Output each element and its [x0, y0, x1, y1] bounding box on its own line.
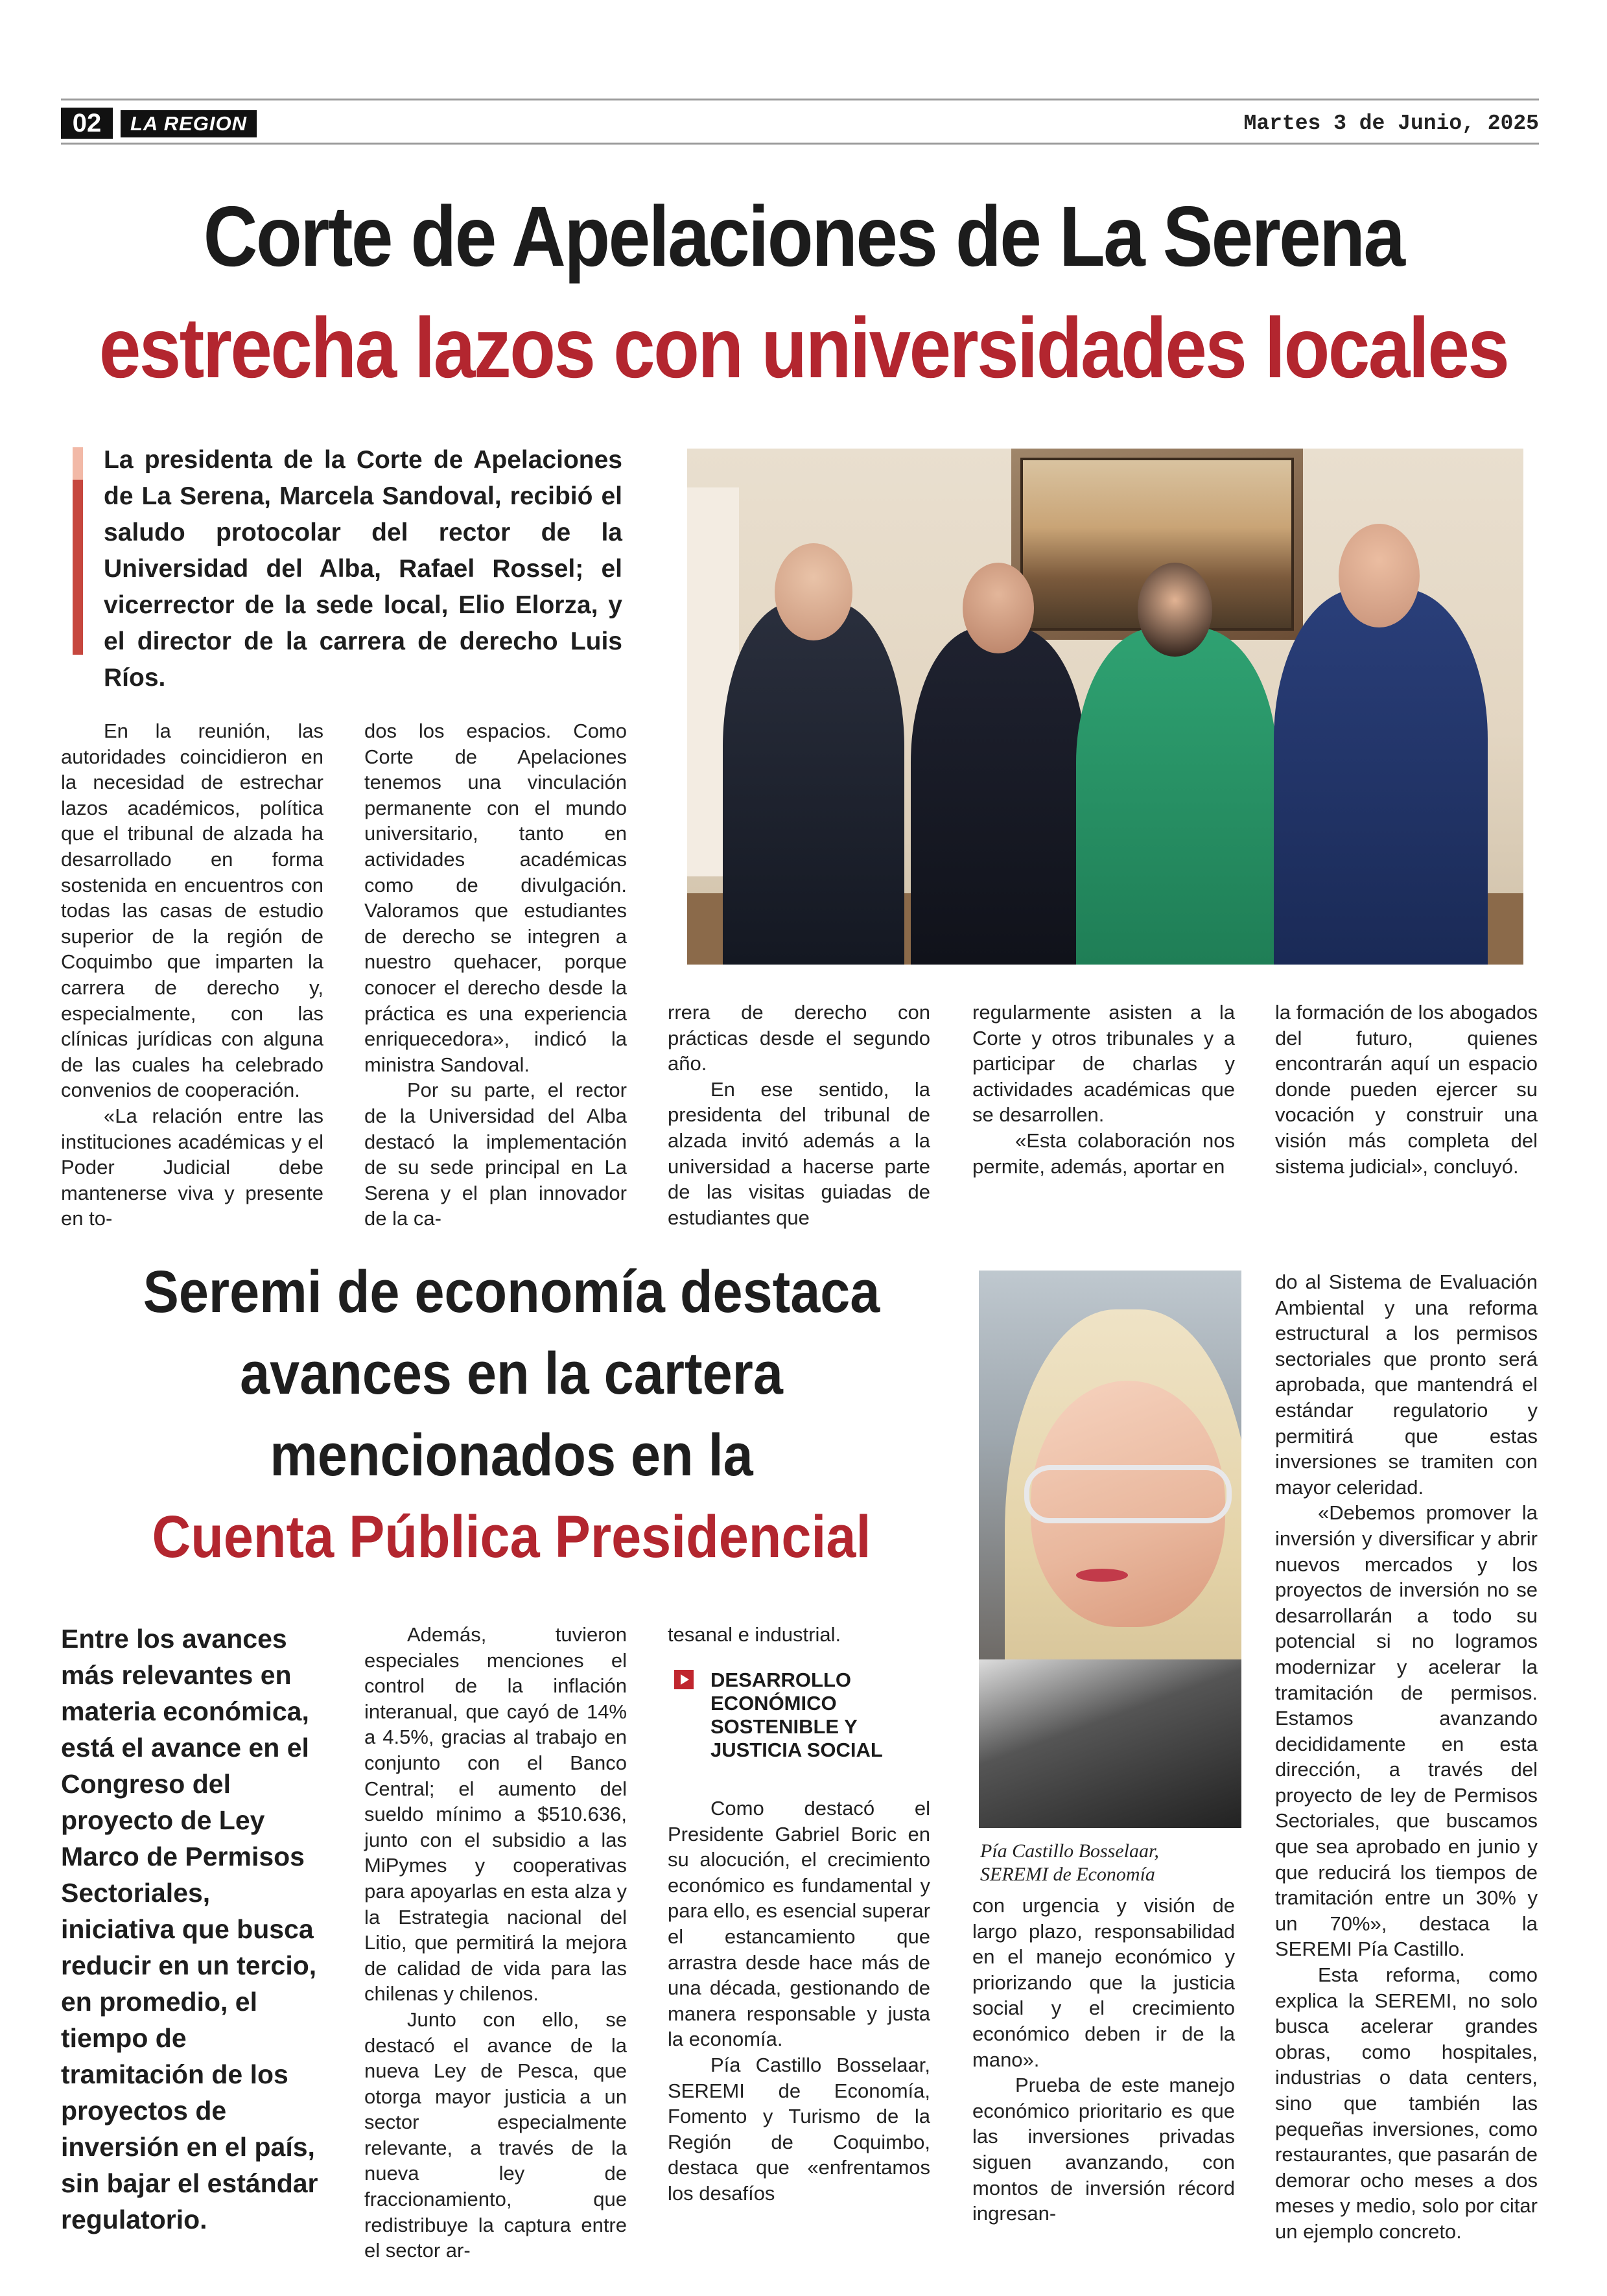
- article1-headline-line2: estrecha lazos con universidades locales: [99, 300, 1508, 395]
- article2-column-b-top: [668, 1622, 930, 1648]
- issue-date: Martes 3 de Junio, 2025: [1243, 111, 1539, 135]
- page-number: 02: [61, 108, 113, 139]
- paragraph: la formación de los abogados del futuro, quienes encontrarán aquí un espacio donde pueden ejercer su vocación y construir una visión más completa del sistema judicial», concluyó.: [1275, 1001, 1538, 1178]
- paragraph: con urgencia y visión de largo plazo, responsabilidad en el manejo económico y priorizando que la justicia social y el crecimiento económico deben ir de la mano».: [972, 1894, 1235, 2071]
- article2-headline-line2: avances en la cartera: [240, 1341, 783, 1407]
- article2-headline-line4: Cuenta Pública Presidencial: [152, 1504, 871, 1570]
- article1-column-2: [364, 718, 627, 1232]
- article1-column-3: [668, 1000, 930, 1230]
- article2-column-b: [668, 1796, 930, 2207]
- article1-column-5: [1275, 1000, 1538, 1179]
- masthead-logo: LA REGION: [121, 110, 257, 137]
- paragraph: tesanal e industrial.: [668, 1623, 841, 1646]
- paragraph: En ese sentido, la presidenta del tribunal de alzada invitó además a la universidad a hacerse parte de las visitas guiadas de estudiantes que: [668, 1077, 930, 1229]
- header-bottom-rule: [61, 143, 1539, 145]
- article2-subheading: DESARROLLO ECONÓMICO SOSTENIBLE Y JUSTICIA SOCIAL: [710, 1669, 883, 1761]
- paragraph: Por su parte, el rector de la Universidad del Alba destacó la implementación de su sede principal en La Serena y el plan innovador de la ca-: [364, 1079, 627, 1230]
- article1-column-4: [972, 1000, 1235, 1179]
- paragraph: do al Sistema de Evaluación Ambiental y una reforma estructural a los permisos sectoriales que pronto será aprobada, que mantendrá el estándar regulatorio y permitirá que estas inversiones se tramiten con mayor celeridad.: [1275, 1271, 1538, 1499]
- paragraph: dos los espacios. Como Corte de Apelaciones tenemos una vinculación permanente con el mundo universitario, tanto en actividades académicas como de divulgación. Valoramos que estudiantes de derecho se integren a nuestro quehacer, porque conocer el derecho desde la práctica es una experiencia enriquecedora», indicó la ministra Sandoval.: [364, 720, 627, 1076]
- paragraph: regularmente asisten a la Corte y otros tribunales y a participar de charlas y actividades académicas que se desarrollen.: [972, 1001, 1235, 1127]
- paragraph: Junto con ello, se destacó el avance de la nueva Ley de Pesca, que otorga mayor justicia a un sector especialmente relevante, a través de la nueva ley de fraccionamiento, que redistribuye la captura entre el sector ar-: [364, 2008, 627, 2262]
- article2-column-a: [364, 1622, 627, 2264]
- article2-lead: Entre los avances más relevantes en materia económica, está el avance en el Congreso del proyecto de Ley Marco de Permisos Sectoriales, iniciativa que busca reducir en un tercio, en promedio, el tiempo de tramitación de los proyectos de inversión en el país, sin bajar el estándar regulatorio.: [61, 1624, 318, 2234]
- paragraph: «Esta colaboración nos permite, además, aportar en: [972, 1129, 1235, 1178]
- paragraph: Esta reforma, como explica la SEREMI, no solo busca acelerar grandes obras, como hospitales, industrias o data centers, sino que también las pequeñas inversiones, como restaurantes, que pasarán de demorar ocho meses a dos meses y medio, solo por citar un ejemplo concreto.: [1275, 1963, 1538, 2243]
- article2-column-d: [1275, 1269, 1538, 2245]
- article1-headline-line1: Corte de Apelaciones de La Serena: [203, 189, 1404, 284]
- article1-column-1: [61, 718, 323, 1232]
- paragraph: Prueba de este manejo económico prioritario es que las inversiones privadas siguen avanzando, con montos de inversión récord ingresan-: [972, 2074, 1235, 2225]
- paragraph: rrera de derecho con prácticas desde el segundo año.: [668, 1001, 930, 1075]
- paragraph: Además, tuvieron especiales menciones el control de la inflación interanual, que cayó de 14% a 4.5%, gracias al trabajo en conjunto con el Banco Central; el aumento del sueldo mínimo a $510.636, junto con el subsidio a las MiPymes y cooperativas para apoyarlas en esta alza y la Estrategia nacional del Litio, que permitirá la mejora de calidad de vida para las chilenas y chilenos.: [364, 1623, 627, 2006]
- paragraph: Pía Castillo Bosselaar, SEREMI de Economía, Fomento y Turismo de la Región de Coquimbo, destaca que «enfrentamos los desafíos: [668, 2053, 930, 2205]
- photo-caption: [980, 1840, 1239, 1886]
- paragraph: Como destacó el Presidente Gabriel Boric en su alocución, el crecimiento económico es fundamental y para ello, es esencial superar el estancamiento que arrastra desde hace más de una década, gestionando de manera responsable y justa la economía.: [668, 1797, 930, 2051]
- lead-accent-bar: [73, 447, 83, 655]
- caption-line: SEREMI de Economía: [980, 1864, 1155, 1885]
- article1-group-photo: [687, 449, 1523, 965]
- article2-headline-line1: Seremi de economía destaca: [143, 1259, 880, 1325]
- paragraph: En la reunión, las autoridades coincidieron en la necesidad de estrechar lazos académicos, política que el tribunal de alzada ha desarrollado en forma sostenida en encuentros con todas las casas de estudio superior de la región de Coquimbo que imparten la carrera de derecho y, especialmente, con las clínicas jurídicas con alguna de las cuales ha celebrado convenios de cooperación.: [61, 720, 323, 1102]
- article2-column-c: [972, 1893, 1235, 2227]
- paragraph: «Debemos promover la inversión y diversificar y abrir nuevos mercados y los proyectos de inversión no se desarrollarán a todo su potencial si no logramos modernizar y acelerar la tramitación de permisos. Estamos avanzando decididamente en esta dirección, a través del proyecto de ley de Permisos Sectoriales, que buscamos que sea aprobado en junio y que reducirá los tiempos de tramitación entre un 30% y un 70%», destaca la SEREMI Pía Castillo.: [1275, 1501, 1538, 1961]
- article2-headline-line3: mencionados en la: [270, 1422, 753, 1488]
- paragraph: «La relación entre las instituciones académicas y el Poder Judicial debe mantenerse viva y presente en to-: [61, 1104, 323, 1230]
- article1-lead: La presidenta de la Corte de Apelaciones de La Serena, Marcela Sandoval, recibió el saludo protocolar del rector de la Universidad del Alba, Rafael Rossel; el vicerrector de la sede local, Elio Elorza, y el director de la carrera de derecho Luis Ríos.: [104, 446, 622, 692]
- header-top-rule: [61, 99, 1539, 100]
- caption-line: Pía Castillo Bosselaar,: [980, 1840, 1159, 1862]
- seremi-portrait-photo: [979, 1271, 1241, 1828]
